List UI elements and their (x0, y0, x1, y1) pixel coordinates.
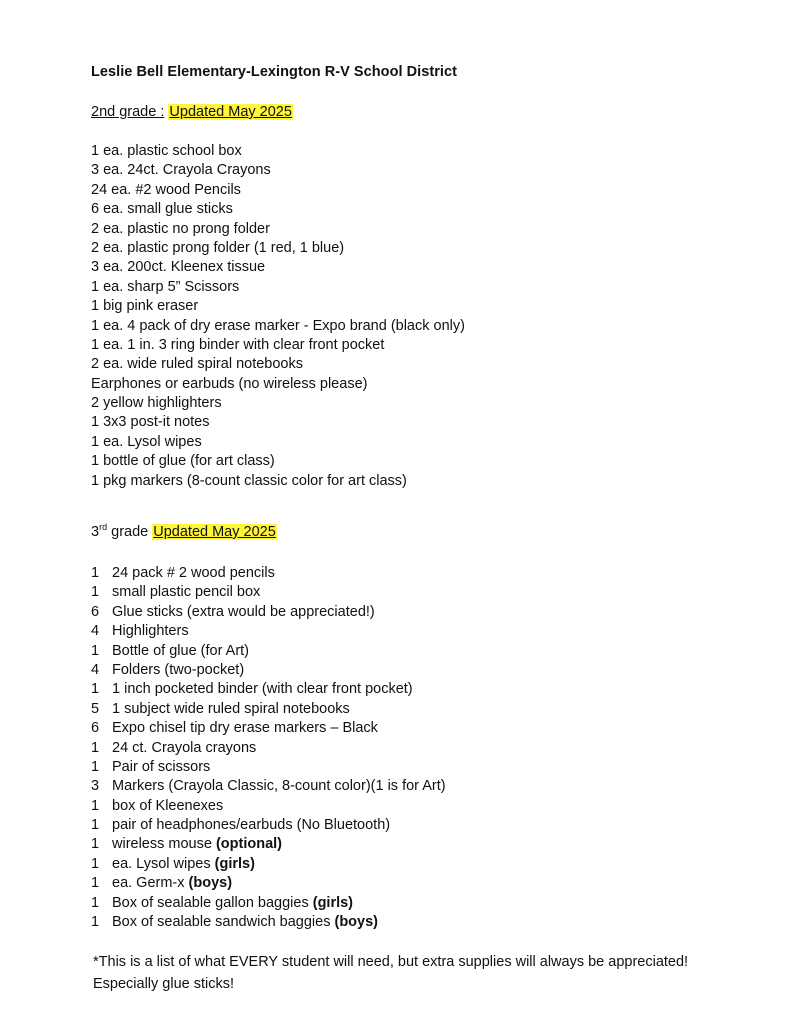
item-quantity: 1 (91, 817, 100, 834)
list-item: Earphones or earbuds (no wireless please) (91, 375, 368, 392)
item-text: ea. Germ-x (112, 875, 189, 892)
item-text: Highlighters (112, 623, 189, 640)
item-text: Glue sticks (extra would be appreciated!) (112, 603, 375, 620)
list-item (91, 777, 446, 796)
list-item: 1 ea. 4 pack of dry erase marker - Expo brand (black only) (91, 317, 465, 334)
item-text: Box of sealable sandwich baggies (112, 914, 335, 931)
list-item: 2 ea. plastic no prong folder (91, 220, 270, 237)
item-quantity: 1 (91, 642, 100, 659)
list-item (91, 622, 446, 641)
item-quantity: 6 (91, 720, 100, 737)
item-text: 1 subject wide ruled spiral notebooks (112, 700, 350, 717)
item-quantity: 1 (91, 855, 100, 872)
list-item (91, 874, 446, 893)
item-note-bold: (boys) (188, 875, 233, 892)
list-item (91, 816, 446, 835)
list-item: 3 ea. 200ct. Kleenex tissue (91, 259, 266, 276)
list-item: 6 ea. small glue sticks (91, 201, 233, 218)
list-item: 1 big pink eraser (91, 298, 199, 315)
item-quantity: 4 (91, 661, 100, 678)
list-item (91, 797, 446, 816)
list-item (91, 719, 446, 738)
document-title: Leslie Bell Elementary-Lexington R-V School District (91, 64, 457, 80)
item-text: Pair of scissors (112, 758, 211, 775)
list-item: 1 pkg markers (8-count classic color for art class) (91, 472, 407, 489)
item-quantity: 1 (91, 565, 100, 581)
grade3-label-suffix: rd (99, 522, 108, 533)
list-item: 1 ea. sharp 5” Scissors (91, 278, 240, 295)
list-item (91, 835, 446, 854)
list-item (91, 603, 446, 622)
item-text: Bottle of glue (for Art) (112, 642, 250, 659)
item-text: ea. Lysol wipes (112, 855, 215, 872)
list-item (91, 739, 446, 758)
item-text: wireless mouse (112, 836, 216, 853)
item-text: 1 inch pocketed binder (with clear front pocket) (112, 681, 413, 698)
list-item: 2 yellow highlighters (91, 395, 222, 412)
item-quantity: 1 (91, 584, 100, 601)
item-quantity: 1 (91, 875, 100, 892)
item-quantity: 1 (91, 681, 100, 698)
grade2-updated-badge: Updated May 2025 (169, 104, 292, 120)
list-item: 1 3x3 post-it notes (91, 414, 210, 431)
list-item: 1 ea. 1 in. 3 ring binder with clear front pocket (91, 336, 385, 353)
item-note-bold: (optional) (215, 836, 282, 853)
list-item: 3 ea. 24ct. Crayola Crayons (91, 162, 271, 179)
grade3-heading (91, 524, 277, 540)
list-item: 24 ea. #2 wood Pencils (91, 181, 241, 198)
item-note-bold: (boys) (334, 914, 378, 931)
list-item: 1 ea. Lysol wipes (91, 433, 202, 450)
list-item (91, 642, 446, 661)
item-quantity: 3 (91, 778, 100, 795)
list-item: 1 ea. plastic school box (91, 143, 242, 159)
item-quantity: 1 (91, 797, 100, 814)
item-note-bold: (girls) (312, 894, 354, 911)
item-text: Expo chisel tip dry erase markers – Black (112, 720, 378, 737)
item-quantity: 6 (91, 603, 100, 620)
list-item: 2 ea. plastic prong folder (1 red, 1 blue) (91, 239, 345, 256)
item-quantity: 1 (91, 894, 100, 911)
item-note-bold: (girls) (214, 855, 255, 872)
grade3-supply-list (91, 564, 446, 932)
item-quantity: 1 (91, 758, 100, 775)
item-text: small plastic pencil box (112, 584, 261, 601)
item-quantity: 1 (91, 739, 100, 756)
list-item (91, 855, 446, 874)
list-item: 1 bottle of glue (for art class) (91, 453, 275, 470)
footer-note: *This is a list of what EVERY student will need, but extra supplies will always be appreciated! Especially glue sticks! (93, 954, 689, 992)
item-text: Markers (Crayola Classic, 8-count color)(1 is for Art) (112, 778, 446, 795)
item-text: pair of headphones/earbuds (No Bluetooth) (112, 817, 391, 834)
list-item (91, 913, 446, 932)
item-quantity: 1 (91, 914, 100, 931)
item-quantity: 1 (91, 836, 100, 853)
list-item (91, 758, 446, 777)
list-item (91, 564, 446, 583)
list-item (91, 894, 446, 913)
list-item (91, 583, 446, 602)
list-item (91, 661, 446, 680)
item-text: Box of sealable gallon baggies (112, 894, 313, 911)
grade2-label: 2nd grade : (91, 104, 165, 120)
grade3-label-word: grade (111, 524, 149, 540)
item-text: Folders (two-pocket) (112, 661, 245, 678)
item-text: 24 pack # 2 wood pencils (112, 565, 275, 581)
list-item (91, 700, 446, 719)
list-item (91, 680, 446, 699)
item-text: 24 ct. Crayola crayons (112, 739, 257, 756)
grade2-supply-list (91, 142, 465, 491)
item-text: box of Kleenexes (112, 797, 224, 814)
grade3-label-number: 3 (91, 524, 100, 540)
grade2-heading (91, 104, 293, 120)
list-item: 2 ea. wide ruled spiral notebooks (91, 356, 303, 373)
item-quantity: 5 (91, 700, 100, 717)
item-quantity: 4 (91, 623, 100, 640)
grade3-updated-badge: Updated May 2025 (153, 524, 276, 540)
